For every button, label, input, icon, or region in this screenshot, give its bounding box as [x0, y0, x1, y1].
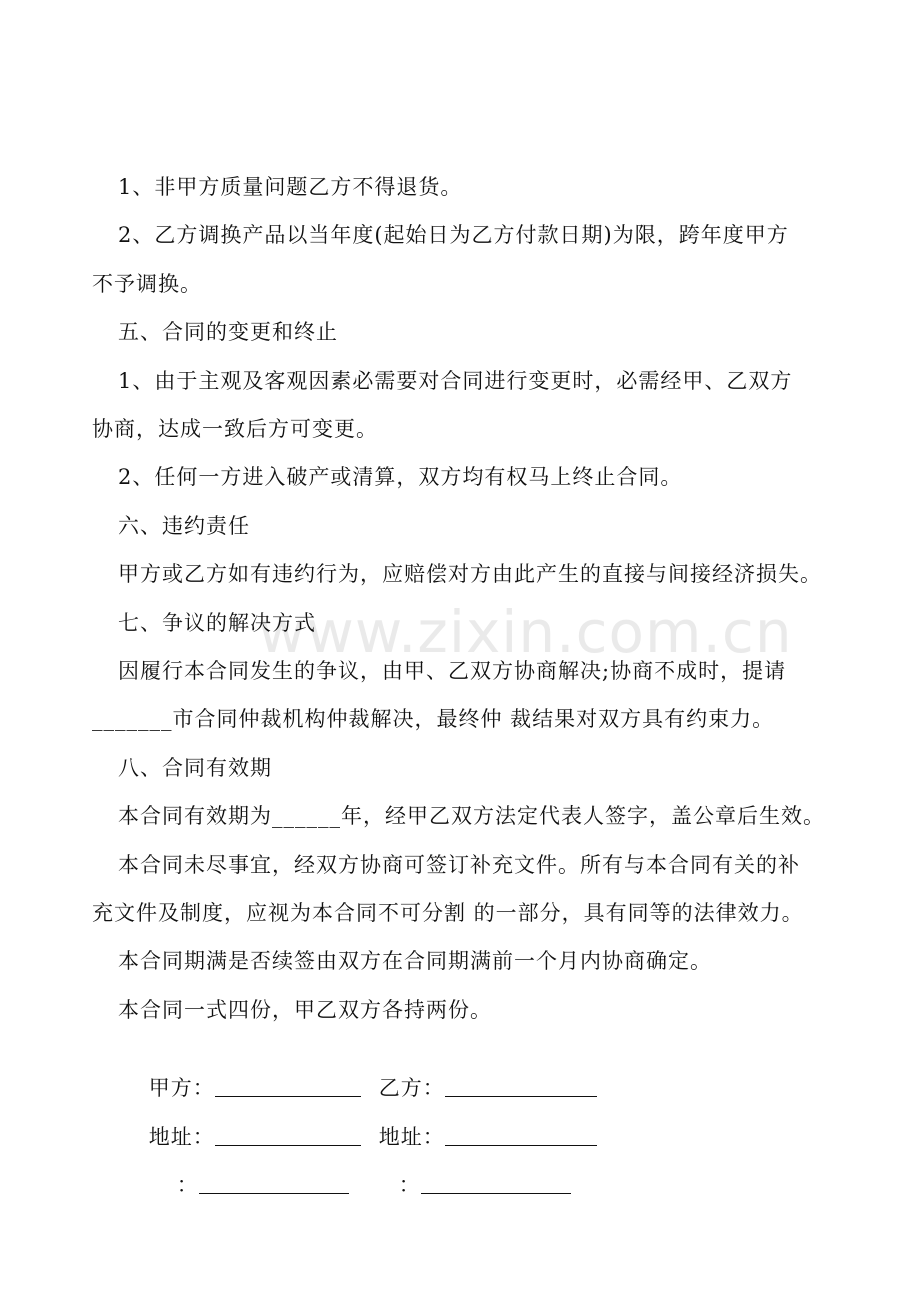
clause-line: 1、由于主观及客观因素必需要对合同进行变更时，必需经甲、乙双方: [118, 369, 793, 393]
party-a-label: 甲方：: [148, 1076, 215, 1100]
section-heading: 六、违约责任: [118, 514, 250, 538]
clause-line: 本合同一式四份，甲乙双方各持两份。: [118, 998, 492, 1022]
watermark: www.zixin.com.cn: [258, 598, 793, 666]
extra-a-row: [146, 1140, 349, 1230]
clause-line: 本合同有效期为______年，经甲乙双方法定代表人签字，盖公章后生效。: [118, 804, 825, 828]
section-heading: 五、合同的变更和终止: [118, 320, 338, 344]
clause-line: 不予调换。: [92, 272, 202, 296]
clause-line: 本合同期满是否续签由双方在合同期满前一个月内协商确定。: [118, 949, 712, 973]
clause-line: _______市合同仲裁机构仲裁解决，最终仲 裁结果对双方具有约束力。: [92, 707, 775, 731]
clause-line: 协商，达成一致后方可变更。: [92, 417, 378, 441]
extra-a-blank: [199, 1171, 349, 1194]
clause-line: 2、乙方调换产品以当年度(起始日为乙方付款日期)为限，跨年度甲方: [118, 223, 789, 247]
extra-a-label: ：: [176, 1173, 199, 1197]
address-b-label: 地址：: [378, 1125, 445, 1149]
clause-line: 充文件及制度，应视为本合同不可分割 的一部分，具有同等的法律效力。: [92, 901, 804, 925]
extra-b-blank: [421, 1171, 571, 1194]
clause-line: 本合同未尽事宜，经双方协商可签订补充文件。所有与本合同有关的补: [118, 853, 800, 877]
clause-line: 1、非甲方质量问题乙方不得退货。: [118, 175, 463, 199]
section-heading: 八、合同有效期: [118, 756, 272, 780]
extra-b-label: ：: [398, 1173, 421, 1197]
address-a-label: 地址：: [148, 1125, 215, 1149]
section-heading: 七、争议的解决方式: [118, 611, 316, 635]
clause-line: 甲方或乙方如有违约行为，应赔偿对方由此产生的直接与间接经济损失。: [118, 562, 822, 586]
clause-line: 2、任何一方进入破产或清算，双方均有权马上终止合同。: [118, 465, 683, 489]
party-b-label: 乙方：: [378, 1076, 445, 1100]
clause-line: 因履行本合同发生的争议，由甲、乙双方协商解决;协商不成时，提请: [118, 659, 787, 683]
extra-b-row: [368, 1140, 571, 1230]
